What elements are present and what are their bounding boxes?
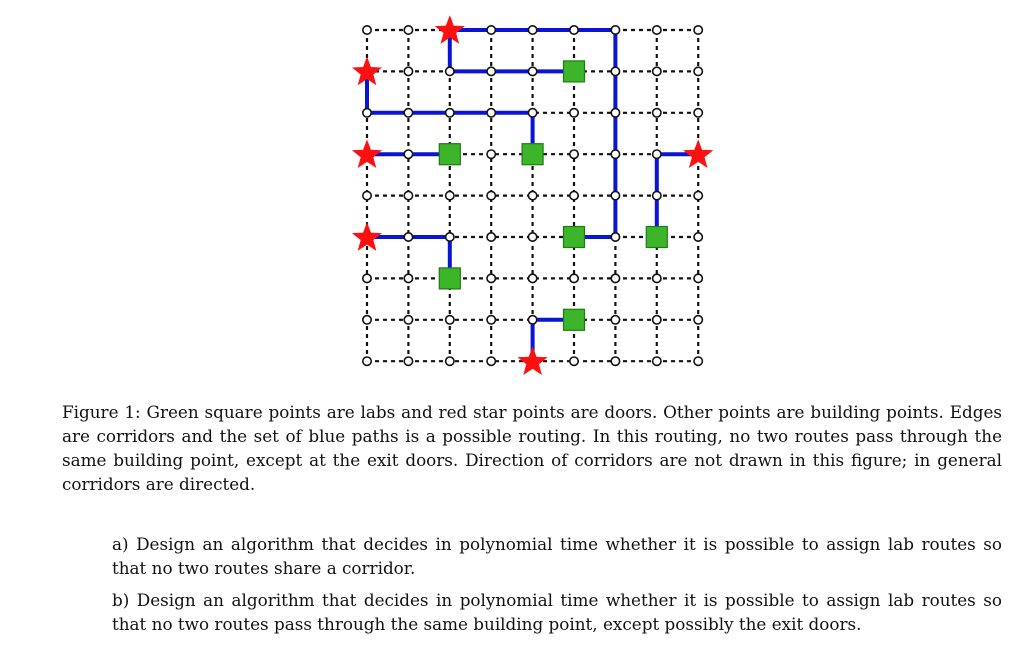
building-point [446,233,454,241]
building-point [487,316,495,324]
building-points [363,26,703,366]
building-point [611,357,619,365]
building-point [363,316,371,324]
building-point [487,191,495,199]
building-point [570,191,578,199]
building-point [653,191,661,199]
building-point [694,26,702,34]
figure-caption: Figure 1: Green square points are labs and red star points are doors. Other points are building points. Edges are corridors and the set of blue paths is a possible routing. In this routing, no two routes pass through the same building point, except at the exit doors. Direction of corridors are not drawn in this figure; in general corridors are directed. [62,402,1002,494]
building-point [694,357,702,365]
building-point [694,233,702,241]
building-point [570,274,578,282]
building-point [528,109,536,117]
building-point [528,233,536,241]
building-point [446,109,454,117]
building-point [653,357,661,365]
building-point [528,67,536,75]
lab-square [564,309,585,330]
building-point [487,109,495,117]
building-point [363,109,371,117]
building-point [694,109,702,117]
building-point [446,357,454,365]
building-point [570,150,578,158]
question-a: a) Design an algorithm that decides in polynomial time whether it is possible to assign lab routes so that no two routes share a corridor. [112,534,1002,578]
building-point [694,191,702,199]
building-point [363,357,371,365]
building-point [404,316,412,324]
building-point [653,26,661,34]
building-point [487,67,495,75]
building-point [611,316,619,324]
building-point [653,274,661,282]
building-point [363,274,371,282]
door-star [353,140,382,167]
door-star [684,140,713,167]
building-point [487,150,495,158]
building-point [404,26,412,34]
building-point [404,233,412,241]
building-point [487,357,495,365]
building-point [611,26,619,34]
building-point [611,150,619,158]
building-point [404,109,412,117]
route-path [450,30,574,71]
lab-square [564,227,585,248]
building-point [363,191,371,199]
building-point [694,316,702,324]
building-point [446,191,454,199]
lab-square [522,144,543,165]
building-point [611,191,619,199]
question-b: b) Design an algorithm that decides in polynomial time whether it is possible to assign lab routes so that no two routes pass through the same building point, except possibly the exit doors. [112,590,1002,634]
building-point [611,233,619,241]
building-point [404,191,412,199]
building-point [653,109,661,117]
building-point [653,316,661,324]
building-point [570,357,578,365]
building-point [487,26,495,34]
building-point [404,150,412,158]
building-point [404,357,412,365]
building-point [446,316,454,324]
building-point [694,274,702,282]
building-point [570,26,578,34]
building-point [653,67,661,75]
building-point [611,109,619,117]
building-point [694,67,702,75]
building-point [528,274,536,282]
lab-square [646,227,667,248]
building-point [570,109,578,117]
building-point [446,67,454,75]
building-point [404,67,412,75]
building-point [363,26,371,34]
building-point [528,316,536,324]
lab-square [439,268,460,289]
building-point [528,191,536,199]
building-point [653,150,661,158]
lab-square [564,61,585,82]
building-point [404,274,412,282]
door-star [518,347,547,374]
building-point [528,26,536,34]
lab-square [439,144,460,165]
building-point [487,274,495,282]
building-point [487,233,495,241]
building-point [611,67,619,75]
building-point [611,274,619,282]
